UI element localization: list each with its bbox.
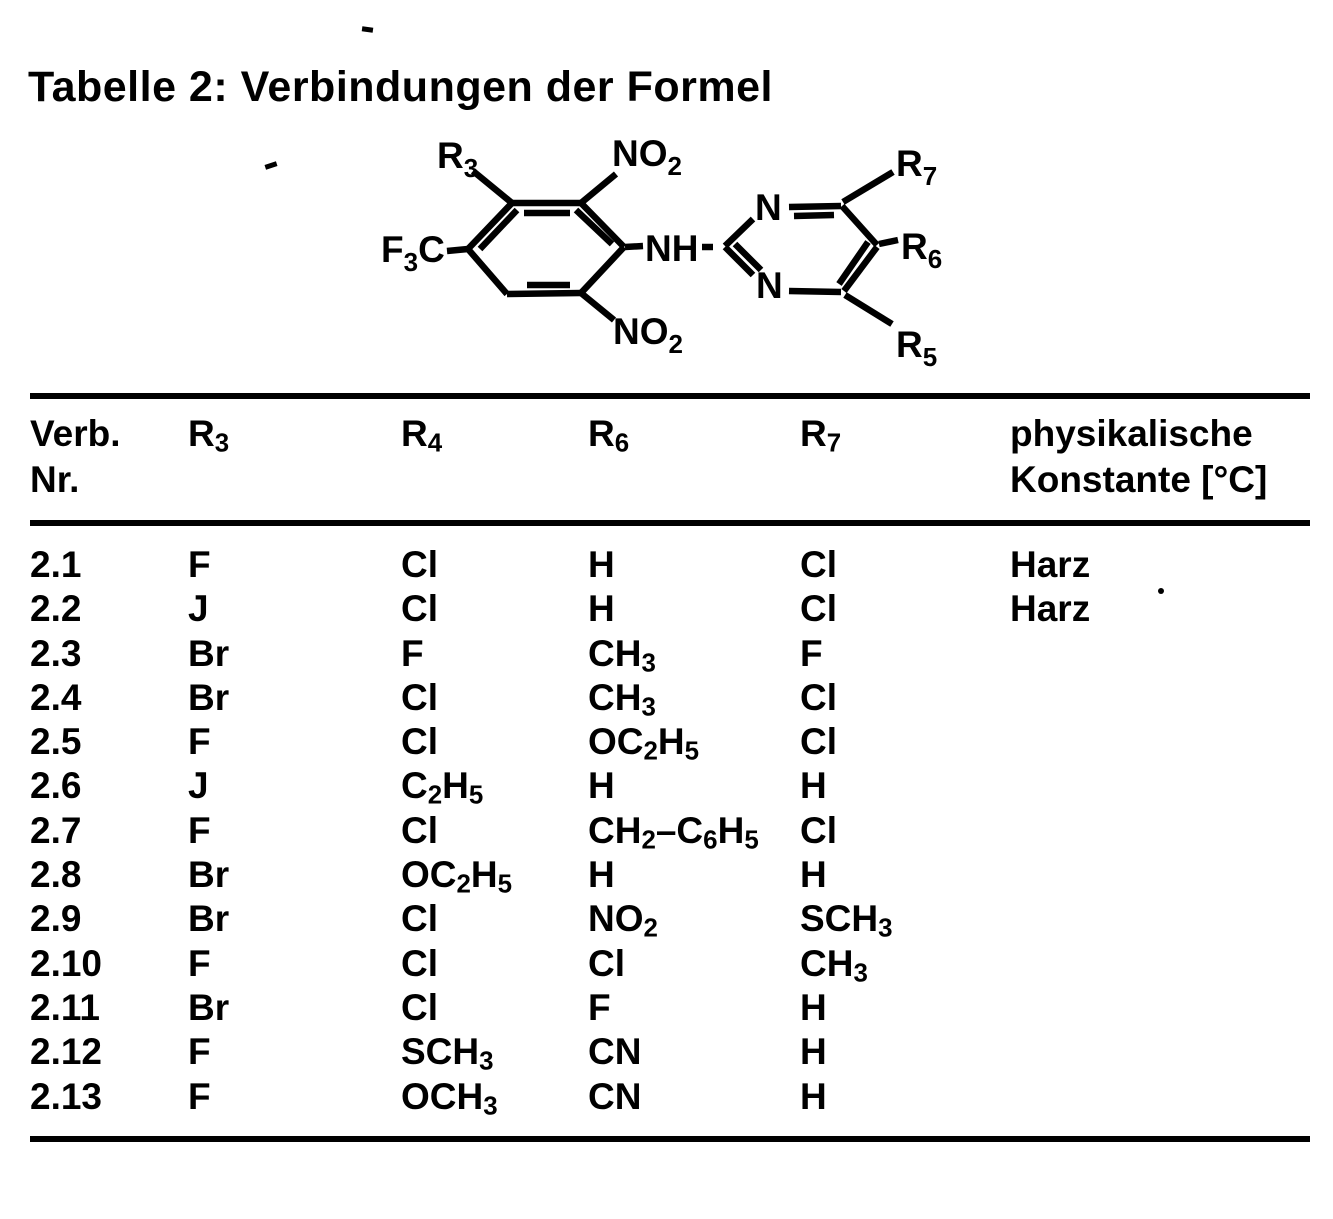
table-cell-r4: $SCH_3$ (401, 1031, 494, 1076)
table-cell-r7: $CH_3$ (800, 942, 868, 988)
table-cell-r4: F (401, 632, 424, 674)
label-no2-top: $NO_2$ (612, 133, 682, 181)
table-cell-r6: CN (588, 1075, 642, 1117)
table-cell-konst (1010, 1030, 1320, 1074)
table-header (30, 399, 1320, 503)
page-title: Tabelle 2: Verbindungen der Formel (28, 63, 773, 111)
table-cell-konst (1010, 720, 1320, 764)
table-cell-r4: Cl (401, 544, 438, 585)
table-cell-r7: H (800, 1075, 827, 1117)
table-cell-r7: H (800, 986, 827, 1028)
label-r3: $R_3$ (437, 135, 479, 183)
table-cell-r7: Cl (800, 544, 837, 585)
table-cell-r7: F (800, 632, 823, 674)
header-cell-r4: $R_4$ (401, 413, 443, 458)
scan-speck (362, 26, 374, 32)
label-f3c: $F_3C$ (381, 229, 445, 277)
table-cell-r6: $OC_2H_5$ (588, 721, 700, 766)
pyrimidine-substituent-bonds (843, 172, 898, 324)
table-row (30, 632, 1320, 676)
table-cell-r7: H (800, 765, 827, 807)
table-row (30, 676, 1320, 720)
table-row (30, 942, 1320, 986)
table-cell-r4: $C_2H_5$ (401, 765, 484, 811)
scan-speck (265, 161, 278, 169)
table-cell-r6: CN (588, 1031, 642, 1073)
benzene-substituent-bonds (447, 171, 643, 320)
table-cell-nr: 2.6 (30, 765, 82, 807)
table-cell-r3: F (188, 721, 211, 763)
table-cell-r6: H (588, 854, 615, 896)
table-cell-konst (1010, 809, 1320, 853)
table-cell-konst (1010, 942, 1320, 986)
table-cell-r3: Br (188, 986, 230, 1028)
label-no2-bottom: $NO_2$ (613, 311, 683, 359)
table-row (30, 720, 1320, 764)
table-cell-r3: F (188, 809, 211, 851)
label-r5: $R_5$ (896, 324, 938, 370)
table-cell-r7: Cl (800, 809, 837, 851)
table-row (30, 587, 1320, 631)
table-cell-r4: $OCH_3$ (401, 1075, 498, 1121)
label-r7: $R_7$ (896, 143, 938, 191)
table-cell-r3: F (188, 1075, 211, 1117)
table-cell-konst (1010, 853, 1320, 897)
table-cell-nr: 2.5 (30, 721, 82, 763)
table-cell-konst: Harz (1010, 544, 1091, 585)
table-cell-nr: 2.2 (30, 588, 82, 630)
table-cell-nr: 2.13 (30, 1075, 103, 1117)
table-cell-konst (1010, 986, 1320, 1030)
table-cell-r3: F (188, 1031, 211, 1073)
table-row (30, 764, 1320, 811)
label-n-top: N (755, 187, 782, 228)
table-cell-r6: H (588, 765, 615, 807)
table-cell-r4: $OC_2H_5$ (401, 854, 513, 899)
table-cell-r7: H (800, 1031, 827, 1073)
table-body (30, 543, 1320, 1119)
table-rule-bottom (30, 1136, 1310, 1142)
table-cell-r3: Br (188, 854, 230, 896)
header-cell-r7: $R_7$ (800, 413, 842, 458)
table-cell-r7: $SCH_3$ (800, 898, 893, 944)
table-cell-r3: F (188, 544, 211, 585)
table-cell-nr: 2.9 (30, 898, 82, 940)
label-n-bottom: N (756, 265, 783, 306)
table-cell-nr: 2.3 (30, 632, 82, 674)
header-cell-phys: physikalische Konstante [°C] (1010, 413, 1268, 500)
label-r6: $R_6$ (901, 226, 943, 274)
table-rule-header (30, 520, 1310, 526)
header-cell-r3: $R_3$ (188, 413, 230, 458)
table-cell-nr: 2.7 (30, 809, 82, 851)
table-cell-r6: Cl (588, 942, 625, 984)
table-cell-r6: H (588, 544, 615, 585)
table-cell-konst (1010, 1075, 1320, 1119)
header-cell-verb-nr: Verb. Nr. (30, 413, 121, 500)
table-cell-konst: Harz (1010, 588, 1091, 630)
table-cell-r4: Cl (401, 676, 438, 718)
table-cell-nr: 2.8 (30, 854, 82, 896)
table-row (30, 853, 1320, 897)
table-cell-r4: Cl (401, 942, 438, 984)
table-cell-r3: Br (188, 898, 230, 940)
table-row (30, 543, 1320, 587)
table-cell-nr: 2.10 (30, 942, 103, 984)
table-row (30, 809, 1320, 853)
table-cell-nr: 2.11 (30, 986, 100, 1028)
table-cell-r4: Cl (401, 588, 438, 630)
table-cell-r6: $CH_3$ (588, 632, 656, 678)
table-cell-konst (1010, 897, 1320, 941)
table-cell-r3: J (188, 588, 209, 630)
table-cell-konst (1010, 676, 1320, 720)
table-row (30, 897, 1320, 944)
label-nh: NH (645, 228, 699, 269)
table-row (30, 986, 1320, 1030)
table-cell-nr: 2.4 (30, 676, 82, 718)
table-cell-konst (1010, 764, 1320, 808)
table-cell-nr: 2.12 (30, 1031, 103, 1073)
table-cell-r4: Cl (401, 721, 438, 763)
header-cell-r6: $R_6$ (588, 413, 630, 458)
table-cell-r7: Cl (800, 721, 837, 763)
table-cell-r3: Br (188, 676, 230, 718)
table-cell-r4: Cl (401, 986, 438, 1028)
table-cell-r3: Br (188, 632, 230, 674)
table-cell-r7: H (800, 854, 827, 896)
table-cell-r4: Cl (401, 898, 438, 940)
table-cell-r6: H (588, 588, 615, 630)
table-cell-r6: $CH_2-C_6H_5$ (588, 809, 759, 855)
table-cell-r7: Cl (800, 676, 837, 718)
table-cell-r3: F (188, 942, 211, 984)
table-row (30, 1075, 1320, 1119)
table-cell-nr: 2.1 (30, 544, 82, 585)
table-row (30, 1030, 1320, 1074)
table-cell-konst (1010, 632, 1320, 676)
table-cell-r6: $CH_3$ (588, 676, 656, 722)
table-cell-r3: J (188, 765, 209, 807)
table-cell-r7: Cl (800, 588, 837, 630)
table-cell-r6: $NO_2$ (588, 898, 658, 944)
table-cell-r4: Cl (401, 809, 438, 851)
pyrimidine-ring (702, 206, 877, 292)
table-cell-r6: F (588, 986, 611, 1028)
chemical-structure-diagram (360, 120, 960, 370)
benzene-ring (468, 203, 624, 294)
